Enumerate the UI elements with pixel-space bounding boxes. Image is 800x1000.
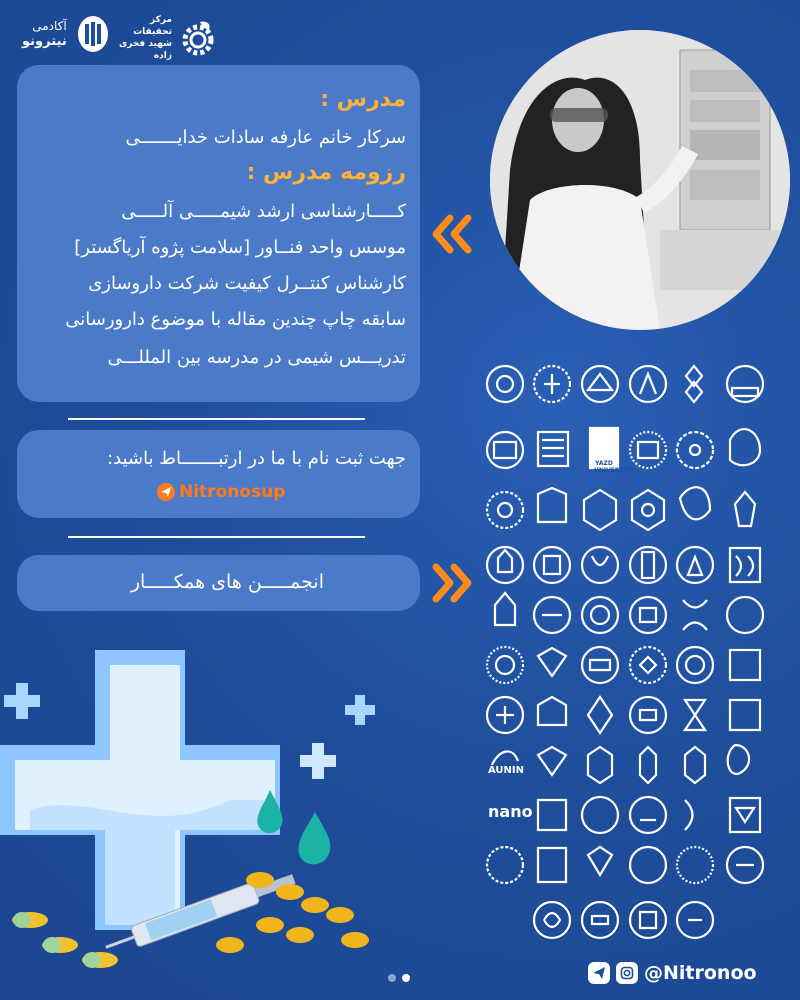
resume-line: کـــــارشناسی ارشد شیمـــــی آلـــــی <box>121 201 406 222</box>
gear-icon <box>178 18 218 58</box>
instructor-photo <box>490 30 790 330</box>
academy-logo <box>22 14 111 54</box>
emblem-group <box>480 360 790 950</box>
contact-panel <box>17 430 420 518</box>
center-line1: مرکز تحقیقات <box>133 15 172 37</box>
academy-mark-icon <box>75 14 111 54</box>
academy-line2: نیترونو <box>22 34 67 49</box>
resume-line: تدریـــس شیمی در مدرسه بین المللـــی <box>107 347 406 368</box>
medical-cross-illustration <box>0 640 400 980</box>
instructor-title: مدرس : <box>320 87 406 112</box>
resume-line: موسس واحد فنــاور [سلامت پژوه آریاگستر] <box>74 237 406 258</box>
pagination-dots[interactable] <box>388 974 410 982</box>
instructor-panel <box>17 65 420 402</box>
telegram-icon <box>157 483 175 501</box>
yazd-university-text: YAZD UNIVERSITY <box>594 460 635 474</box>
double-chevron-right-icon <box>428 563 478 603</box>
instagram-icon[interactable] <box>616 962 638 984</box>
center-line2: شهید فخری زاده <box>118 39 172 61</box>
research-center-logo <box>112 14 218 62</box>
resume-title: رزومه مدرس : <box>246 160 406 185</box>
divider <box>68 418 365 420</box>
divider <box>68 536 365 538</box>
page-dot-active[interactable] <box>402 974 410 982</box>
association-logos-grid <box>480 360 790 954</box>
resume-line: سابقه چاپ چندین مقاله با موضوع دارورسانی <box>65 309 406 330</box>
footer-handle: @Nitronoo <box>644 962 757 984</box>
telegram-handle-link[interactable] <box>157 482 285 502</box>
telegram-icon[interactable] <box>588 962 610 984</box>
contact-text: جهت ثبت نام با ما در ارتبـــــــاط باشید: <box>107 448 406 469</box>
academy-line1: آکادمی <box>32 19 67 33</box>
aunin-text: AUNIN <box>488 765 525 776</box>
instructor-name: سرکار خانم عارفه سادات خدایـــــــی <box>125 127 406 148</box>
associations-label: انجمـــــن های همکـــــار <box>130 571 324 593</box>
social-footer <box>588 962 757 984</box>
nano-text: nano <box>488 802 533 821</box>
resume-line: کارشناس کنتــرل کیفیت شرکت داروسازی <box>88 273 406 294</box>
page-dot[interactable] <box>388 974 396 982</box>
contact-handle: Nitronosup <box>179 482 286 502</box>
double-chevron-left-icon <box>428 214 478 254</box>
associations-panel[interactable] <box>17 555 420 611</box>
